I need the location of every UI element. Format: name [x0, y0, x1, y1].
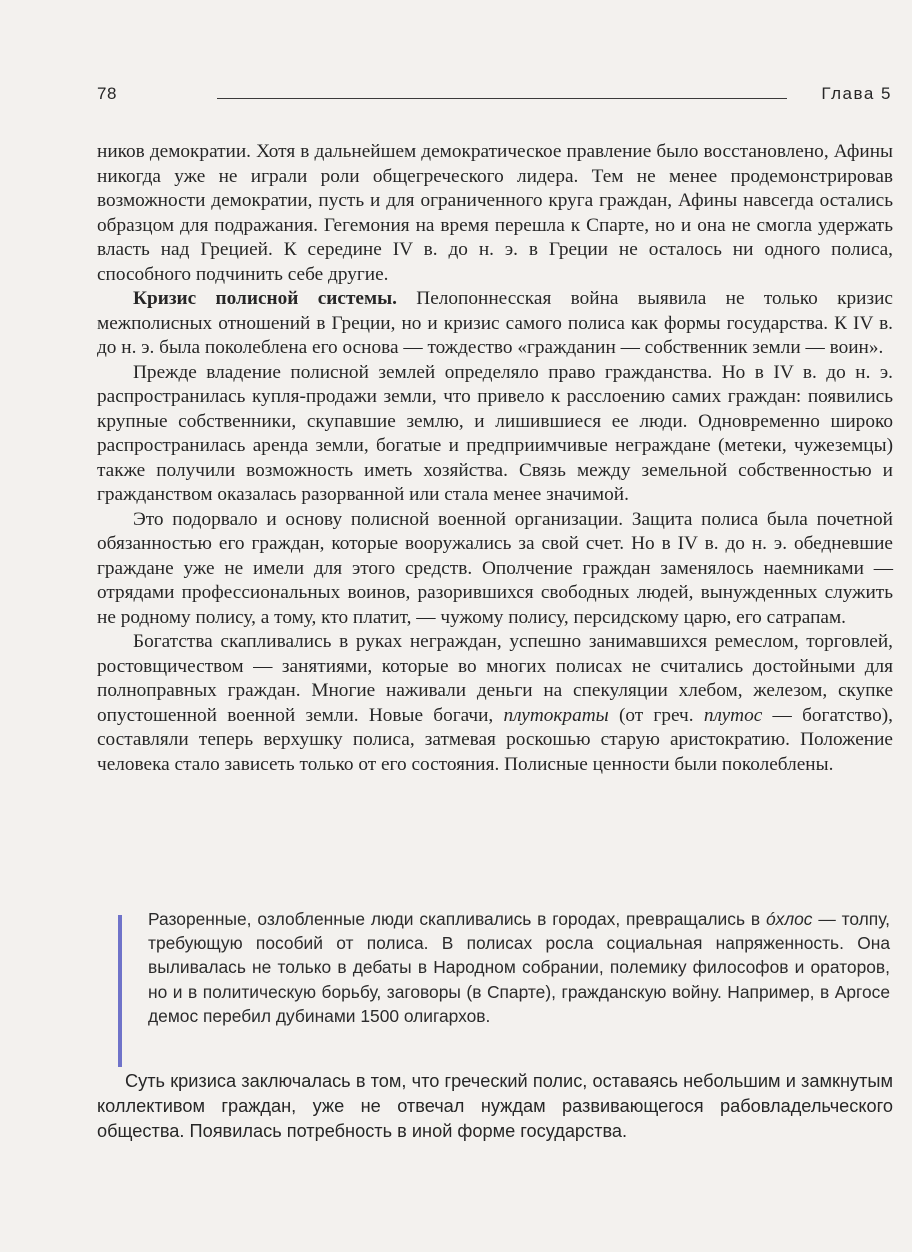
chapter-label: Глава 5: [821, 84, 892, 103]
paragraph-5-text-c: — богатство), составляли теперь верхушку полиса, затмевая роскошью старую аристократию. Положение человека стало зависеть только от его состояния. Полисные ценности были поколеблены.: [97, 704, 894, 775]
main-text: [97, 140, 893, 777]
paragraph-4: Это подорвало и основу полисной военной организации. Защита полиса была почетной обязанностью его граждан, которые вооружались за свой счет. Но в IV в. до н. э. обедневшие граждане уже не имели для этого средств. Ополчение граждан заменялось наемниками — отрядами профессиональных воинов, разорившихся свободных людей, вынужденных служить не родному полису, а тому, кто платит, — чужому полису, персидскому царю, его сатрапам.: [97, 508, 893, 628]
accent-bar: [118, 915, 122, 1067]
closing-text: [97, 1069, 893, 1144]
closing-paragraph: Суть кризиса заключалась в том, что греческий полис, оставаясь небольшим и замкнутым коллективом граждан, уже не отвечал нуждам развивающегося рабовладельческого общества. Появилась потребность в иной форме государства.: [97, 1071, 893, 1141]
paragraph-2: [97, 287, 893, 361]
paragraph-3: Прежде владение полисной землей определяло право гражданства. Но в IV в. до н. э. распространилась купля-продажи земли, что привело к расслоению самих граждан: появились крупные собственники, скупавшие землю, и лишившиеся ее люди. Одновременно широко распространилась аренда земли, богатые и предприимчивые неграждане (метеки, чужеземцы) также получили возможность иметь хозяйства. Связь между земельной собственностью и гражданством оказалась разорванной или стала менее значимой.: [97, 361, 893, 505]
paragraph-2-text: Пелопоннесская война выявила не только кризис межполисных отношений в Греции, но и кризис самого полиса как формы государства. К IV в. до н. э. была поколеблена его основа — тождество «гражданин — собственник земли — воин».: [97, 288, 893, 358]
header-rule: [217, 98, 787, 99]
term-plutos: плутос: [703, 704, 763, 726]
box-text-a: Разоренные, озлобленные люди скапливались в городах, превращались в: [148, 909, 766, 929]
running-header: [97, 84, 892, 108]
paragraph-1: ников демократии. Хотя в дальнейшем демократическое правление было восстановлено, Афины никогда уже не играли роли общегреческого лидера. Тем не менее продемонстрировав возможности демократии, пусть и для ограниченного круга граждан, Афины навсегда остались образцом для подражания. Гегемония на время перешла к Спарте, но и она не смогла удержать власть над Грецией. К середине IV в. до н. э. в Греции не осталось ни одного полиса, способного подчинить себе другие.: [97, 141, 893, 285]
box-text: [148, 907, 890, 1028]
term-ochlos: óхлос: [765, 909, 813, 929]
term-plutocrats: плутократы: [503, 704, 609, 726]
highlight-box: [118, 907, 890, 1028]
paragraph-5: [97, 630, 893, 777]
paragraph-5-text-b: (от греч.: [608, 704, 704, 726]
page-number: 78: [97, 84, 117, 103]
paragraph-5-text-a: Богатства скапливались в руках неграждан, успешно занимавшихся ремеслом, торговлей, ростовщичеством — занятиями, которые во многих полисах не считались достойными для полноправных граждан. Многие наживали деньги на спекуляции хлебом, железом, скупке опустошенной военной земли. Новые богачи,: [97, 631, 893, 726]
section-heading: Кризис полисной системы.: [133, 288, 397, 309]
box-text-b: — толпу, требующую пособий от полиса. В полисах росла социальная напряженность. Она выливалась не только в дебаты в Народном собрании, полемику философов и ораторов, но и в политическую борьбу, заговоры (в Спарте), гражданскую войну. Например, в Аргосе демос перебил дубинами 1500 олигархов.: [148, 909, 890, 1026]
